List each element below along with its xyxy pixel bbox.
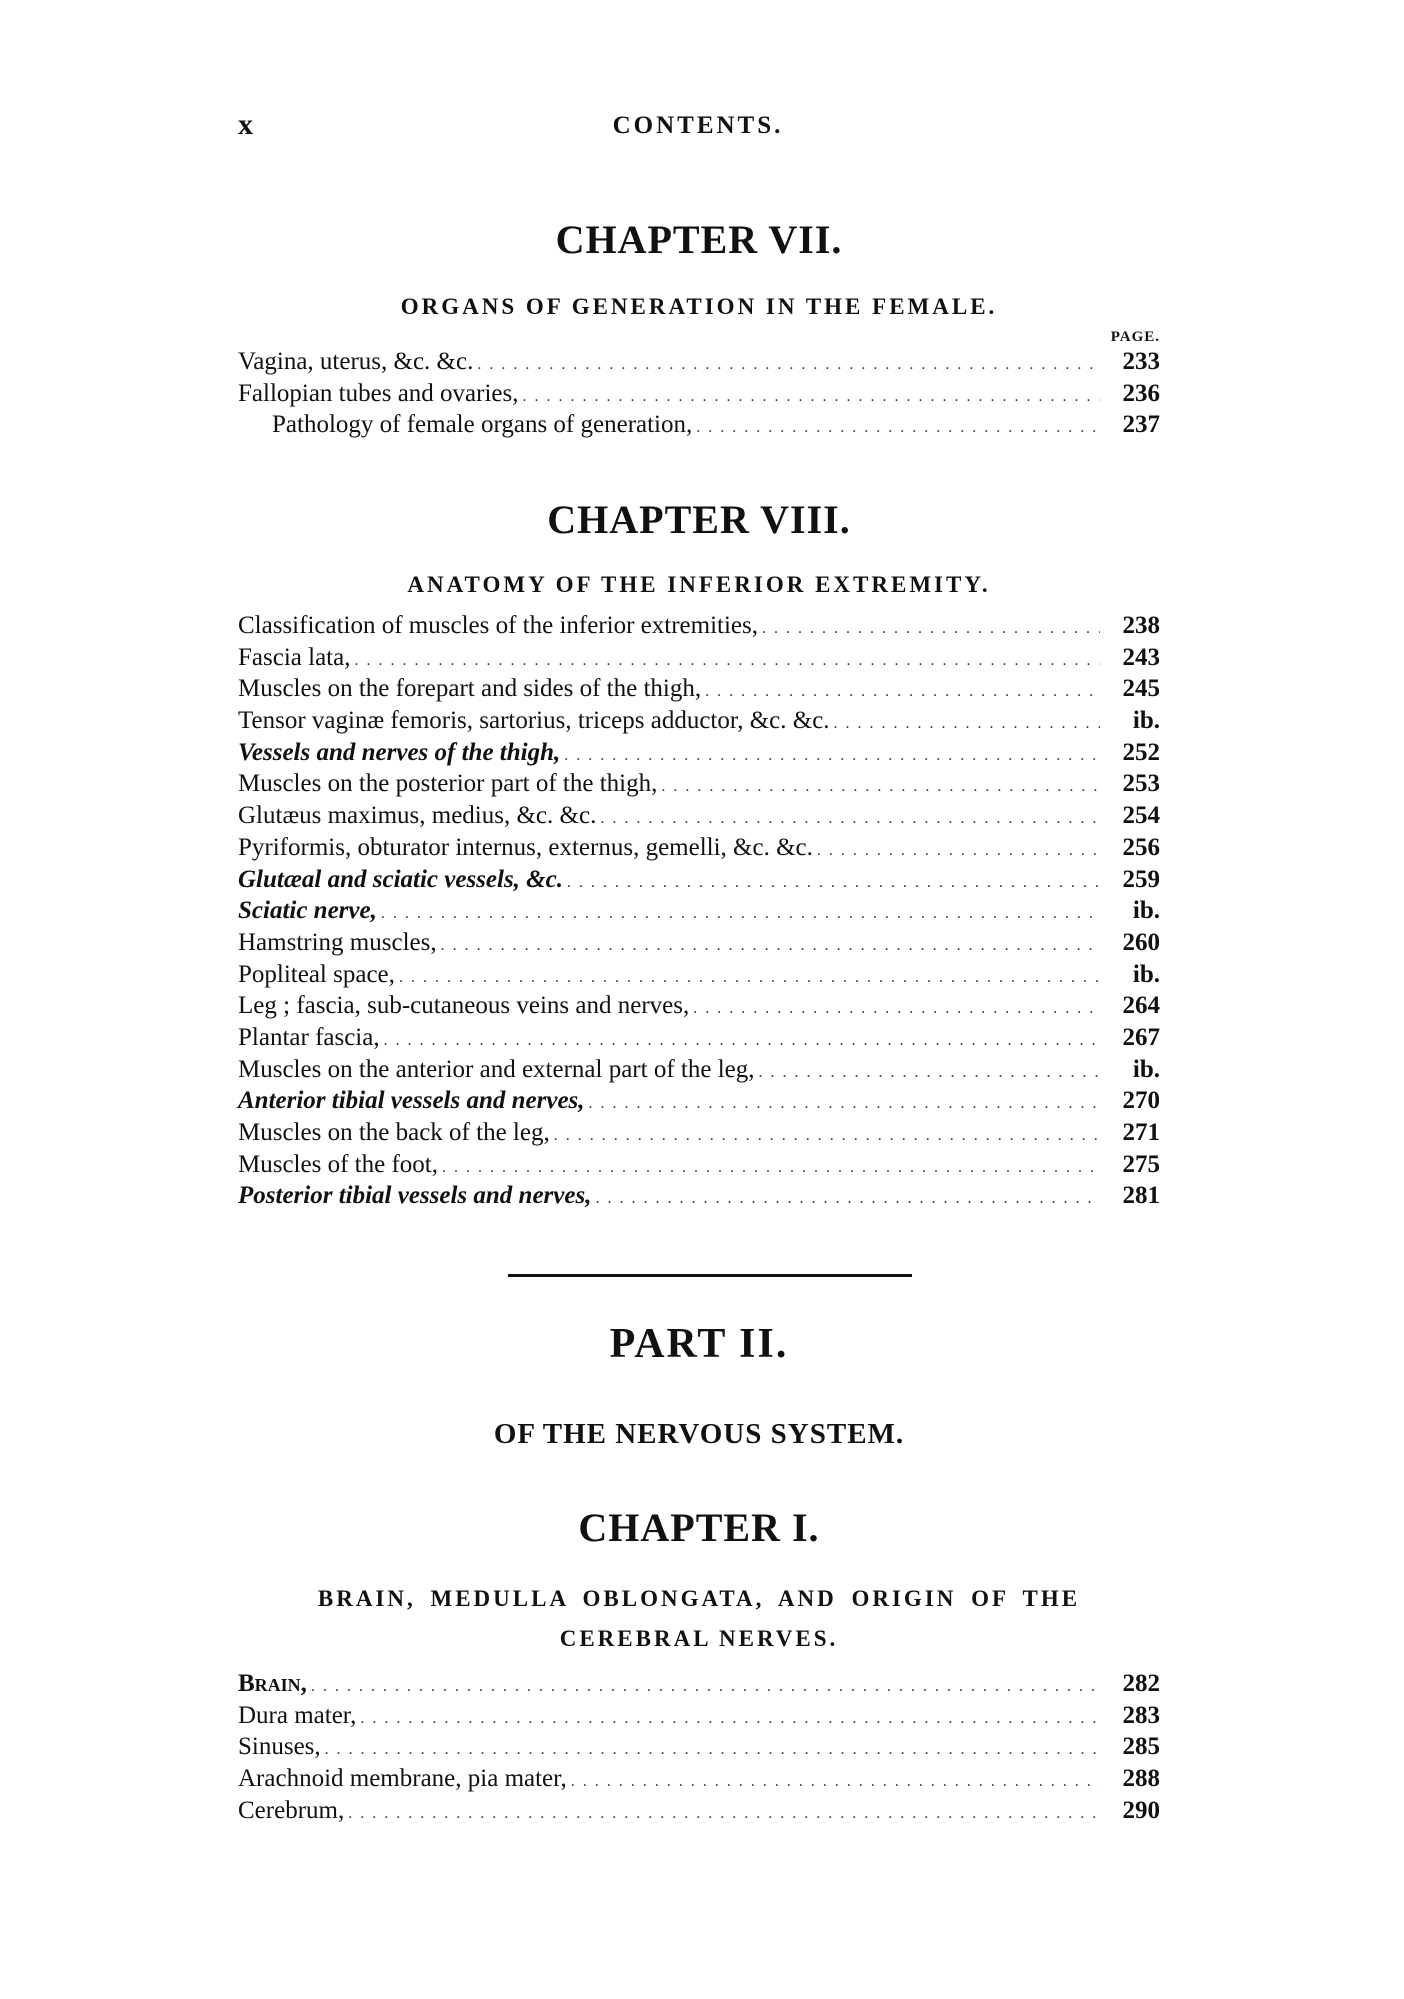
toc-entry-page: 267 bbox=[1122, 1023, 1160, 1051]
toc-entry-label: Leg ; fascia, sub-cutaneous veins and nerves, bbox=[238, 992, 690, 1020]
toc-entry-label: Fallopian tubes and ovaries, bbox=[238, 379, 519, 407]
dot-leader bbox=[705, 676, 1100, 708]
toc-entry-page: 288 bbox=[1122, 1765, 1160, 1793]
chapter-8-subtitle: ANATOMY OF THE INFERIOR EXTREMITY. bbox=[407, 572, 991, 597]
toc-entry-page: 252 bbox=[1122, 738, 1160, 766]
toc-entry[interactable] bbox=[238, 1795, 1160, 1827]
chapter-1-subtitle-line-1: BRAIN, MEDULLA OBLONGATA, AND ORIGIN OF THE bbox=[317, 1586, 1081, 1611]
toc-entry-label: Vessels and nerves of the thigh, bbox=[238, 738, 561, 766]
toc-entry-page: 259 bbox=[1122, 865, 1160, 893]
chapter-7-title: CHAPTER VII. bbox=[555, 217, 843, 262]
toc-entry-page: 233 bbox=[1122, 348, 1160, 375]
page-folio: x bbox=[238, 108, 253, 141]
dot-leader bbox=[311, 1671, 1100, 1703]
toc-entry-label: Brain, bbox=[238, 1670, 307, 1697]
chapter-1-subtitle-line-2: CEREBRAL NERVES. bbox=[559, 1626, 839, 1651]
toc-entry[interactable] bbox=[238, 1117, 1160, 1149]
toc-entry[interactable] bbox=[238, 959, 1160, 991]
toc-entry[interactable] bbox=[238, 1700, 1160, 1732]
chapter-7-subtitle: ORGANS OF GENERATION IN THE FEMALE. bbox=[400, 294, 998, 319]
toc-entry[interactable] bbox=[238, 990, 1160, 1022]
toc-entry-page: 243 bbox=[1122, 643, 1160, 671]
toc-entry[interactable] bbox=[238, 895, 1160, 927]
dot-leader bbox=[399, 962, 1100, 994]
toc-entry-label: Pyriformis, obturator internus, externus, gemelli, &c. &c. bbox=[238, 833, 813, 861]
running-head-title: CONTENTS. bbox=[612, 112, 784, 139]
toc-entry-page: 275 bbox=[1122, 1150, 1160, 1178]
toc-entry-page: 264 bbox=[1122, 992, 1160, 1020]
dot-leader bbox=[441, 930, 1100, 962]
toc-entry-label: Glutæus maximus, medius, &c. &c. bbox=[238, 802, 597, 830]
toc-entry-label: Plantar fascia, bbox=[238, 1023, 380, 1051]
dot-leader bbox=[693, 993, 1100, 1025]
toc-entry[interactable] bbox=[238, 1763, 1160, 1795]
dot-leader bbox=[360, 1703, 1100, 1735]
dot-leader bbox=[661, 771, 1100, 803]
chapter-1-entries bbox=[238, 1668, 1160, 1826]
chapter-7-entries bbox=[238, 346, 1160, 441]
toc-entry-label: Glutæal and sciatic vessels, &c. bbox=[238, 865, 563, 893]
toc-entry-label: Popliteal space, bbox=[238, 960, 395, 988]
chapter-8-title: CHAPTER VIII. bbox=[547, 497, 851, 542]
toc-entry[interactable] bbox=[238, 1149, 1160, 1181]
dot-leader bbox=[571, 1766, 1100, 1798]
toc-entry-page: 290 bbox=[1122, 1796, 1160, 1824]
toc-entry[interactable] bbox=[238, 378, 1160, 410]
dot-leader bbox=[595, 1183, 1100, 1215]
toc-entry-page: 270 bbox=[1122, 1087, 1160, 1115]
toc-entry-label: Dura mater, bbox=[238, 1701, 357, 1729]
toc-entry-label: Pathology of female organs of generation, bbox=[272, 411, 693, 439]
dot-leader bbox=[348, 1798, 1100, 1830]
toc-entry-label: Arachnoid membrane, pia mater, bbox=[238, 1765, 567, 1793]
toc-entry-page: ib. bbox=[1132, 1055, 1160, 1083]
toc-entry-label: Sciatic nerve, bbox=[238, 897, 377, 925]
toc-entry-page: 237 bbox=[1122, 411, 1160, 439]
toc-entry-page: 254 bbox=[1122, 802, 1160, 830]
toc-entry[interactable] bbox=[238, 409, 1160, 441]
dot-leader bbox=[325, 1734, 1100, 1766]
toc-entry-label: Muscles of the foot, bbox=[238, 1150, 438, 1178]
toc-entry-page: 281 bbox=[1122, 1182, 1160, 1210]
toc-entry-label: Cerebrum, bbox=[238, 1796, 345, 1824]
toc-entry[interactable] bbox=[238, 800, 1160, 832]
dot-leader bbox=[600, 803, 1100, 835]
dot-leader bbox=[442, 1152, 1100, 1184]
part-2-subtitle: OF THE NERVOUS SYSTEM. bbox=[493, 1418, 905, 1450]
dot-leader bbox=[567, 867, 1100, 899]
dot-leader bbox=[758, 1057, 1100, 1089]
toc-entry-label: Sinuses, bbox=[238, 1733, 321, 1761]
toc-entry[interactable] bbox=[238, 673, 1160, 705]
dot-leader bbox=[762, 613, 1100, 645]
toc-entry-label: Hamstring muscles, bbox=[238, 928, 437, 956]
part-2-title: PART II. bbox=[609, 1321, 789, 1367]
dot-leader bbox=[817, 835, 1100, 867]
toc-entry-page: 271 bbox=[1122, 1119, 1160, 1146]
dot-leader bbox=[354, 645, 1100, 677]
toc-entry-page: 238 bbox=[1122, 612, 1160, 639]
toc-entry[interactable] bbox=[238, 1180, 1160, 1212]
toc-entry[interactable] bbox=[238, 927, 1160, 959]
running-head bbox=[238, 108, 1158, 148]
toc-entry-page: 283 bbox=[1122, 1701, 1160, 1729]
toc-entry[interactable] bbox=[238, 768, 1160, 800]
toc-entry-label: Muscles on the posterior part of the thigh, bbox=[238, 770, 658, 798]
dot-leader bbox=[477, 349, 1100, 381]
chapter-8-section bbox=[238, 492, 1160, 1212]
toc-entry-page: 245 bbox=[1122, 675, 1160, 703]
toc-entry[interactable] bbox=[238, 1668, 1160, 1700]
section-divider-rule bbox=[508, 1274, 912, 1277]
toc-entry[interactable] bbox=[238, 705, 1160, 737]
toc-entry-label: Muscles on the back of the leg, bbox=[238, 1119, 550, 1146]
toc-entry[interactable] bbox=[238, 864, 1160, 896]
toc-entry-page: 285 bbox=[1122, 1733, 1160, 1761]
dot-leader bbox=[381, 898, 1100, 930]
toc-entry[interactable] bbox=[238, 1022, 1160, 1054]
toc-entry[interactable] bbox=[238, 1731, 1160, 1763]
dot-leader bbox=[523, 381, 1101, 413]
toc-entry-label: Vagina, uterus, &c. &c. bbox=[238, 348, 474, 375]
toc-entry[interactable] bbox=[238, 832, 1160, 864]
toc-entry[interactable] bbox=[238, 610, 1160, 642]
dot-leader bbox=[384, 1025, 1100, 1057]
toc-entry[interactable] bbox=[238, 737, 1160, 769]
toc-entry-label: Posterior tibial vessels and nerves, bbox=[238, 1182, 592, 1210]
toc-entry-label: Classification of muscles of the inferior extremities, bbox=[238, 612, 758, 639]
toc-entry-page: 256 bbox=[1122, 833, 1160, 861]
chapter-1-section bbox=[238, 1500, 1160, 1826]
toc-entry-page: ib. bbox=[1132, 707, 1160, 735]
toc-entry-page: ib. bbox=[1132, 960, 1160, 988]
toc-entry-page: 260 bbox=[1122, 928, 1160, 956]
chapter-1-title: CHAPTER I. bbox=[578, 1505, 820, 1550]
toc-entry-page: 253 bbox=[1122, 770, 1160, 798]
dot-leader bbox=[554, 1120, 1100, 1152]
toc-entry[interactable] bbox=[238, 346, 1160, 378]
page-column-label: PAGE. bbox=[1110, 329, 1160, 345]
dot-leader bbox=[696, 412, 1100, 444]
toc-entry-page: 282 bbox=[1122, 1670, 1160, 1697]
toc-entry-page: ib. bbox=[1132, 897, 1160, 925]
toc-entry-label: Muscles on the forepart and sides of the thigh, bbox=[238, 675, 702, 703]
toc-entry-label: Fascia lata, bbox=[238, 643, 351, 671]
dot-leader bbox=[564, 740, 1100, 772]
toc-entry-label: Anterior tibial vessels and nerves, bbox=[238, 1087, 585, 1115]
chapter-8-entries bbox=[238, 610, 1160, 1212]
dot-leader bbox=[589, 1088, 1100, 1120]
toc-entry-label: Muscles on the anterior and external part of the leg, bbox=[238, 1055, 755, 1083]
toc-entry[interactable] bbox=[238, 1085, 1160, 1117]
toc-entry[interactable] bbox=[238, 642, 1160, 674]
toc-entry[interactable] bbox=[238, 1054, 1160, 1086]
toc-entry-page: 236 bbox=[1122, 379, 1160, 407]
toc-entry-label: Tensor vaginæ femoris, sartorius, triceps adductor, &c. &c. bbox=[238, 707, 830, 735]
chapter-7-section bbox=[238, 212, 1160, 441]
dot-leader bbox=[834, 708, 1100, 740]
